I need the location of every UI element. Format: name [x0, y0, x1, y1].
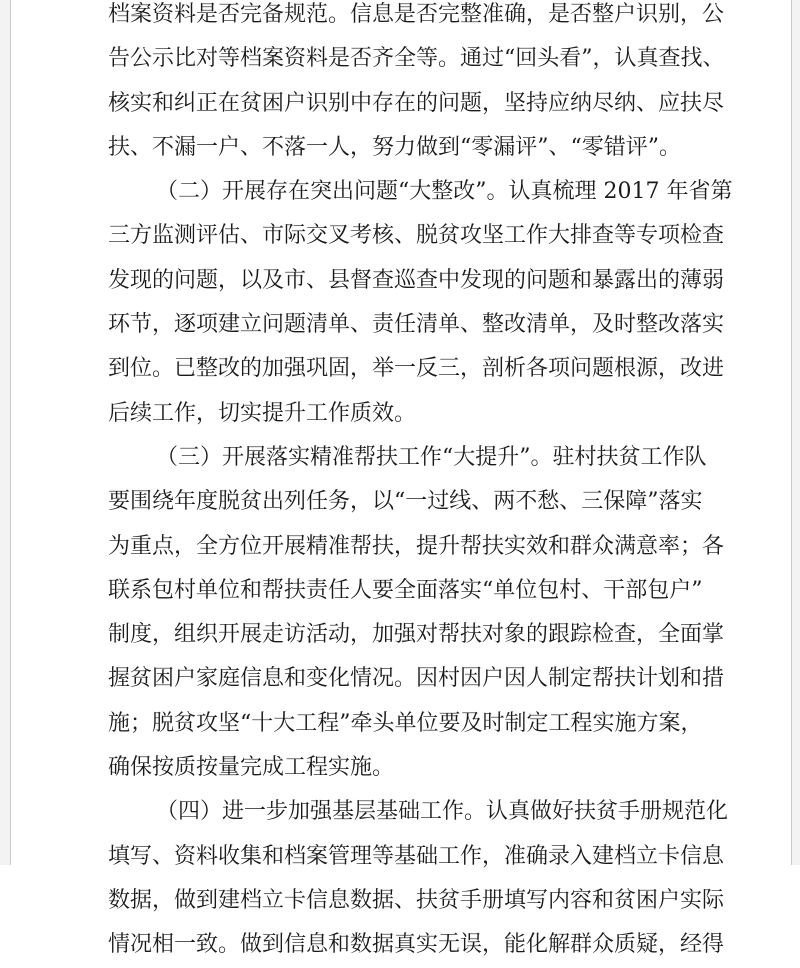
text-line: 数据，做到建档立卡信息数据、扶贫手册填写内容和贫困户实际: [108, 887, 725, 913]
text-line: 联系包村单位和帮扶责任人要全面落实“单位包村、干部包户”: [108, 577, 703, 603]
text-line: 三方监测评估、市际交叉考核、脱贫攻坚工作大排查等专项检查: [108, 223, 725, 249]
text-line: 施；脱贫攻坚“十大工程”牵头单位要及时制定工程实施方案，: [108, 710, 703, 736]
text-line: 到位。已整改的加强巩固，举一反三，剖析各项问题根源，改进: [108, 356, 725, 382]
text-line: 情况相一致。做到信息和数据真实无误，能化解群众质疑，经得: [108, 932, 725, 958]
page-edge-right: [791, 0, 800, 865]
text-line: 发现的问题，以及市、县督查巡查中发现的问题和暴露出的薄弱: [108, 267, 725, 293]
text-line: 环节，逐项建立问题清单、责任清单、整改清单，及时整改落实: [108, 312, 725, 338]
paragraph-1: [108, 0, 725, 170]
text-line: 要围绕年度脱贫出列任务，以“一过线、两不愁、三保障”落实: [108, 489, 703, 515]
paragraph-4: [108, 790, 729, 967]
text-line: 核实和纠正在贫困户识别中存在的问题，坚持应纳尽纳、应扶尽: [108, 90, 725, 116]
document-body: [108, 0, 733, 968]
text-line: （二）开展存在突出问题“大整改”。认真梳理 2017 年省第: [156, 179, 733, 205]
text-line: 握贫困户家庭信息和变化情况。因村因户因人制定帮扶计划和措: [108, 666, 725, 692]
text-line: 扶、不漏一户、不落一人，努力做到“零漏评”、“零错评”。: [108, 134, 681, 160]
text-line: 制度，组织开展走访活动，加强对帮扶对象的跟踪检查，全面掌: [108, 622, 725, 648]
text-line: 为重点，全方位开展精准帮扶，提升帮扶实效和群众满意率；各: [108, 533, 725, 559]
text-line: 档案资料是否完备规范。信息是否完整准确，是否整户识别，公: [108, 2, 725, 27]
text-line: （三）开展落实精准帮扶工作“大提升”。驻村扶贫工作队: [156, 444, 707, 470]
text-line: 确保按质按量完成工程实施。: [108, 755, 395, 781]
text-line: 告公示比对等档案资料是否齐全等。通过“回头看”，认真查找、: [108, 46, 725, 72]
text-line: （四）进一步加强基层基础工作。认真做好扶贫手册规范化: [156, 799, 729, 825]
paragraph-2: [108, 170, 733, 436]
page-edge-left: [0, 0, 11, 865]
paragraph-3: [108, 436, 725, 790]
text-line: 填写、资料收集和档案管理等基础工作，准确录入建档立卡信息: [108, 843, 725, 869]
text-line: 后续工作，切实提升工作质效。: [108, 400, 417, 426]
